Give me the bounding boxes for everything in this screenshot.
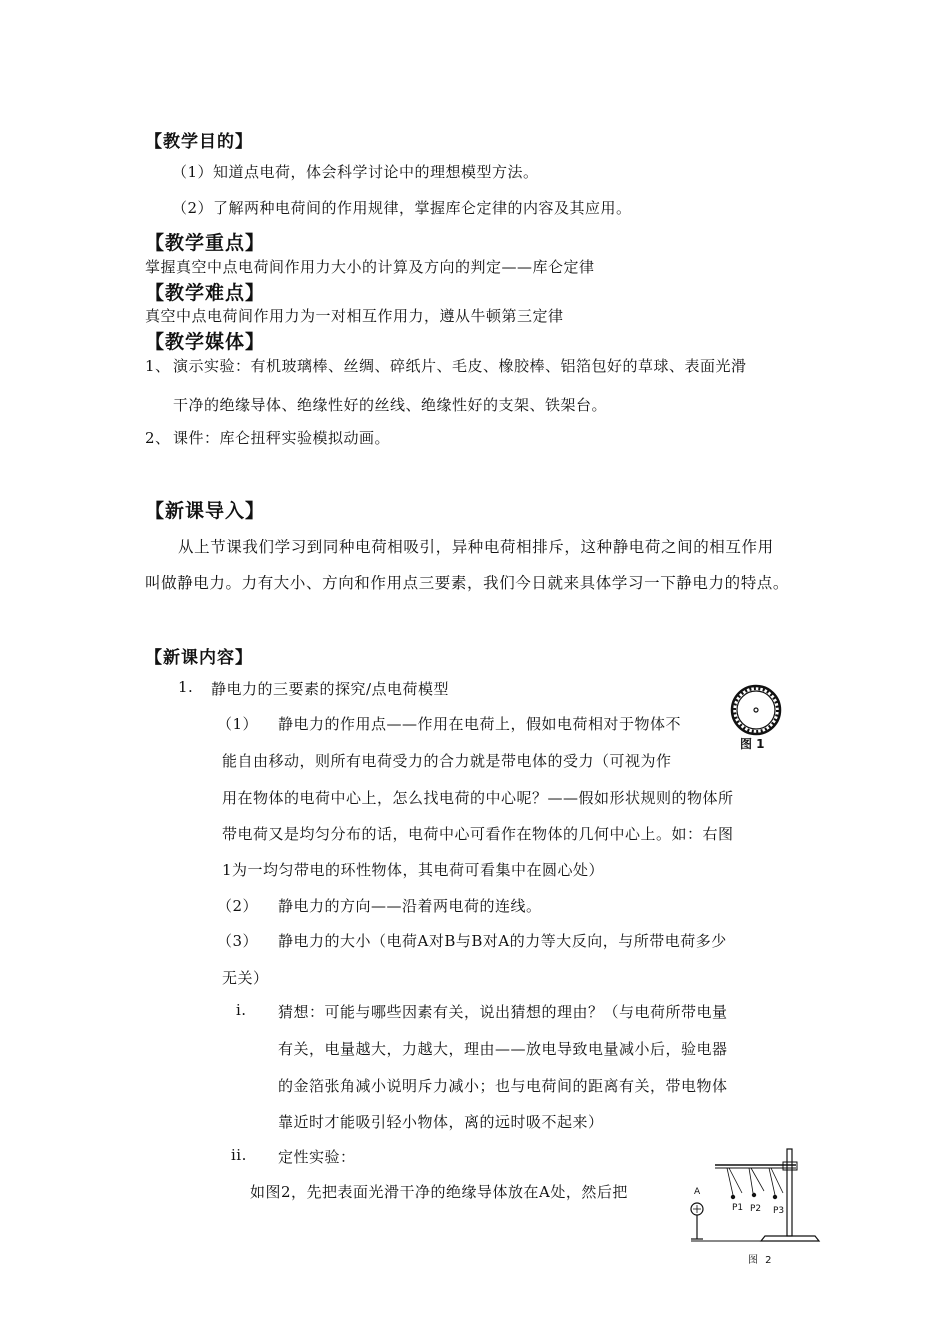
media-item-2-text: 课件：库仑扭秤实验模拟动画。 [173, 429, 391, 447]
media-heading: 【教学媒体】 [145, 331, 266, 353]
point-1-line-3: 用在物体的电荷中心上，怎么找电荷的中心呢？——假如形状规则的物体所 [222, 789, 734, 807]
figure-1 [726, 684, 786, 754]
media-item-1-number: 1、 [145, 357, 171, 375]
section-1-number: 1. [178, 678, 194, 696]
point-1-line-2: 能自由移动，则所有电荷受力的合力就是带电体的受力（可视为作 [222, 752, 672, 770]
figure-2-label-p2: P2 [750, 1204, 762, 1214]
figure-2 [685, 1145, 825, 1270]
point-1-line-4: 带电荷又是均匀分布的话，电荷中心可看作在物体的几何中心上。如：右图 [222, 825, 734, 843]
difficulties-text: 真空中点电荷间作用力为一对相互作用力，遵从牛顿第三定律 [145, 307, 564, 325]
point-3-line-2: 无关） [222, 969, 269, 987]
sub-i-line-1: 猜想：可能与哪些因素有关，说出猜想的理由？（与电荷所带电量 [278, 1003, 728, 1021]
point-1-number: （1） [217, 715, 259, 733]
content-heading: 【新课内容】 [145, 648, 253, 668]
figure-2-label-p3: P3 [773, 1206, 785, 1216]
point-2-number: （2） [217, 897, 259, 915]
keypoints-text: 掌握真空中点电荷间作用力大小的计算及方向的判定——库仑定律 [145, 258, 595, 276]
figure-2-label-p1: P1 [732, 1203, 744, 1213]
sub-i-line-4: 靠近时才能吸引轻小物体，离的远时吸不起来） [278, 1113, 604, 1131]
objective-item-2: （2）了解两种电荷间的作用规律，掌握库仑定律的内容及其应用。 [172, 199, 632, 217]
figure-2-label-a: A [694, 1187, 701, 1197]
point-1-line-1: 静电力的作用点——作用在电荷上，假如电荷相对于物体不 [278, 715, 682, 733]
media-item-2-number: 2、 [145, 429, 171, 447]
point-2-text: 静电力的方向——沿着两电荷的连线。 [278, 897, 542, 915]
objective-item-1: （1）知道点电荷，体会科学讨论中的理想模型方法。 [172, 163, 539, 181]
section-1-title: 静电力的三要素的探究/点电荷模型 [211, 680, 450, 698]
media-item-1-line-2: 干净的绝缘导体、绝缘性好的丝线、绝缘性好的支架、铁架台。 [173, 396, 608, 414]
figure-1-caption: 图 1 [740, 737, 765, 751]
figure-2-caption: 图 2 [748, 1255, 774, 1266]
media-item-1-line-1: 演示实验：有机玻璃棒、丝绸、碎纸片、毛皮、橡胶棒、铝箔包好的草球、表面光滑 [173, 357, 747, 375]
difficulties-heading: 【教学难点】 [145, 282, 266, 304]
keypoints-heading: 【教学重点】 [145, 232, 266, 254]
intro-line-1: 从上节课我们学习到同种电荷相吸引，异种电荷相排斥，这种静电荷之间的相互作用 [178, 538, 774, 556]
sub-ii-title: 定性实验： [278, 1148, 356, 1166]
intro-heading: 【新课导入】 [145, 500, 266, 522]
point-3-number: （3） [217, 932, 259, 950]
point-1-line-5: 1为一均匀带电的环性物体，其电荷可看集中在圆心处） [222, 861, 605, 879]
point-3-line-1: 静电力的大小（电荷A对B与B对A的力等大反向，与所带电荷多少 [278, 932, 727, 950]
apparatus-diagram [685, 1145, 825, 1247]
sub-ii-number: ii. [231, 1146, 247, 1164]
charged-ring-diagram [726, 684, 786, 736]
sub-i-number: i. [236, 1001, 247, 1019]
intro-line-2: 叫做静电力。力有大小、方向和作用点三要素，我们今日就来具体学习一下静电力的特点。 [145, 574, 790, 592]
sub-i-line-3: 的金箔张角减小说明斥力减小；也与电荷间的距离有关，带电物体 [278, 1077, 728, 1095]
sub-i-line-2: 有关，电量越大，力越大，理由——放电导致电量减小后，验电器 [278, 1040, 728, 1058]
sub-ii-text: 如图2，先把表面光滑干净的绝缘导体放在A处，然后把 [250, 1183, 628, 1201]
objectives-heading: 【教学目的】 [145, 132, 253, 152]
